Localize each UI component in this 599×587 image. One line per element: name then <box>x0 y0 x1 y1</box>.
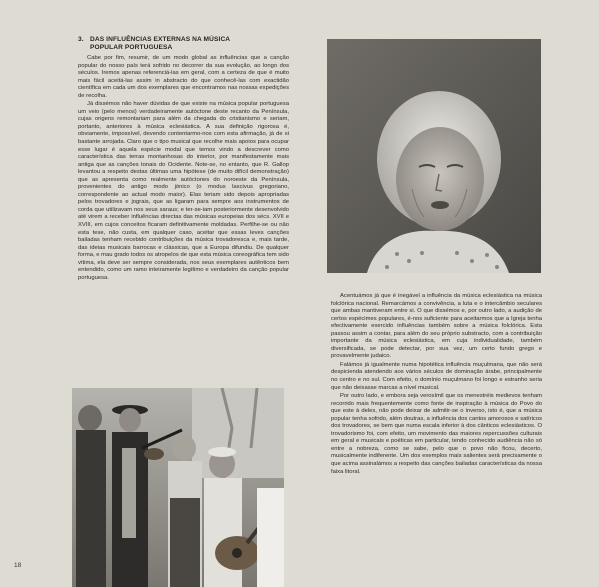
paragraph: Falámos já igualmente numa hipotética influência muçulmana, que não será despicienda atendendo aos vários séculos de dominação árabe, principalmente no centro e no sul. Com efeito, o domínio muçulmano foi longo e estranho seria que não deixasse marcas a nível musical. <box>331 361 542 391</box>
paragraph: Acentuámos já que é inegável a influência da música eclesiástica na música folclórica nacional. Remarcámos a convivência, a luta e o intercâmbio seculares que ambas mantiveram entre si. O que dissémos e, por outro lado, a audição de certos espécimes populares, é-nos suficiente para aceitarmos que a Igreja tenha efectivamente exercido influências também sobre a música folclórica. Esta passou assim a contar, para além do seu próprio substracto, com a contribuição importante da música eclesiástica, em cuja individualidade, também diversificada, se pode detectar, por sua vez, um certo fundo grego e provavelmente judaico. <box>331 293 542 360</box>
section-title-line1: DAS INFLUÊNCIAS EXTERNAS NA MÚSICA <box>90 36 231 43</box>
paragraph: Já dissémos não haver dúvidas de que existe na música popular portuguesa um veio (pelo menos) verdadeiramente autóctone deste recanto da Península, cujas origens remontariam para além da chegada do cristianismo e seriam, portanto, anteriores à música eclesiástica. A sua definição rigorosa é, obviamente, impossível, devendo contentarmo-nos com esta afirmação, já de si bastante arrojada. Claro que o tipo musical que recolhe mais apoios para ocupar esse lugar é aquela espécie modal que temos vindo a descrever como característica das terras montanhosas do interior, por manifestamente mais antiga que as canções tonais do Ocidente. Note-se, no entanto, que R. Gallop levantou a respeito destas últimas uma hipótese (de muito difícil demonstração) que as apresenta como realmente autóctones do noroeste da Península, provenientes do antigo modo jónico (o modus lascivus gregoriano, correspondente ao actual modo maior). Elas teriam sido depois apropriadas pelos trovadores e jograis, que as ligaram para sempre aos instrumentos de corda que utilizavam nos seus saraus; e ter-se-iam posteriormente desenvolvido até virem a receber influências directas das músicas europeias dos sécs. XVII e XVIII, em cujos conceitos ficaram definitivamente moldadas. Perfilhe-se ou não esta tese, não custa, em qualquer caso, aceitar que essas leves canções bailadas tenham recebido contribuições da música trovadoresca e, mais tarde, das ideias musicais barrocas e clássicas, que a Europa difundiu. De qualquer forma, e mau grado todos os atropelos de que esta música coreográfica tem sido vítima, ela deve ser sempre considerada, nos seus exemplares autênticos bem entendido, como um ramo inteiramente legítimo e verdadeiro da canção popular portuguesa. <box>78 101 289 281</box>
paragraph: Cabe por fim, resumir, de um modo global as influências que a canção popular do nosso país terá sofrido no decorrer da sua evolução, ao longo dos séculos. Iremos apenas referenciá-las em geral, com a certeza de que é muito mais fácil aceitá-las assim in abstracto do que conhecê-las com exactidão científica em cada um dos exemplares que encontramos nas nossas expedições de recolha. <box>78 55 289 99</box>
paragraph: Por outro lado, e embora seja verosímil que os menestréis medievos tenham recorrido mais frequentemente como fonte de inspiração à música do Povo do que este à deles, não pode deixar de admitir-se o inverso, isto é, que a música popular tenha sofrido, além doutras, a influência dos cantos amorosos e satíricos dos trovadores, se bem que numa escala inferior à dos cânticos eclesiásticos. O trovadorismo foi, com efeito, um movimento das maiores repercussões culturais em geral e musicais e poéticas em particular, tendo conhecido audiência não só entre a nobreza, como se sabe, pelo que o povo não ficou, decerto, musicalmente indiferente. Um dos exemplos mais salientes será precisamente o que acima assinalámos a respeito das canções bailadas características da nossa faixa litoral. <box>331 393 542 475</box>
page-number: 18 <box>14 562 22 569</box>
portrait-photo <box>327 39 541 273</box>
musicians-photo <box>72 388 284 587</box>
section-title-line2: POPULAR PORTUGUESA <box>90 44 173 51</box>
left-text-column <box>78 55 289 283</box>
right-text-column <box>331 293 542 477</box>
section-number: 3. <box>78 36 84 43</box>
section-heading <box>78 36 293 52</box>
